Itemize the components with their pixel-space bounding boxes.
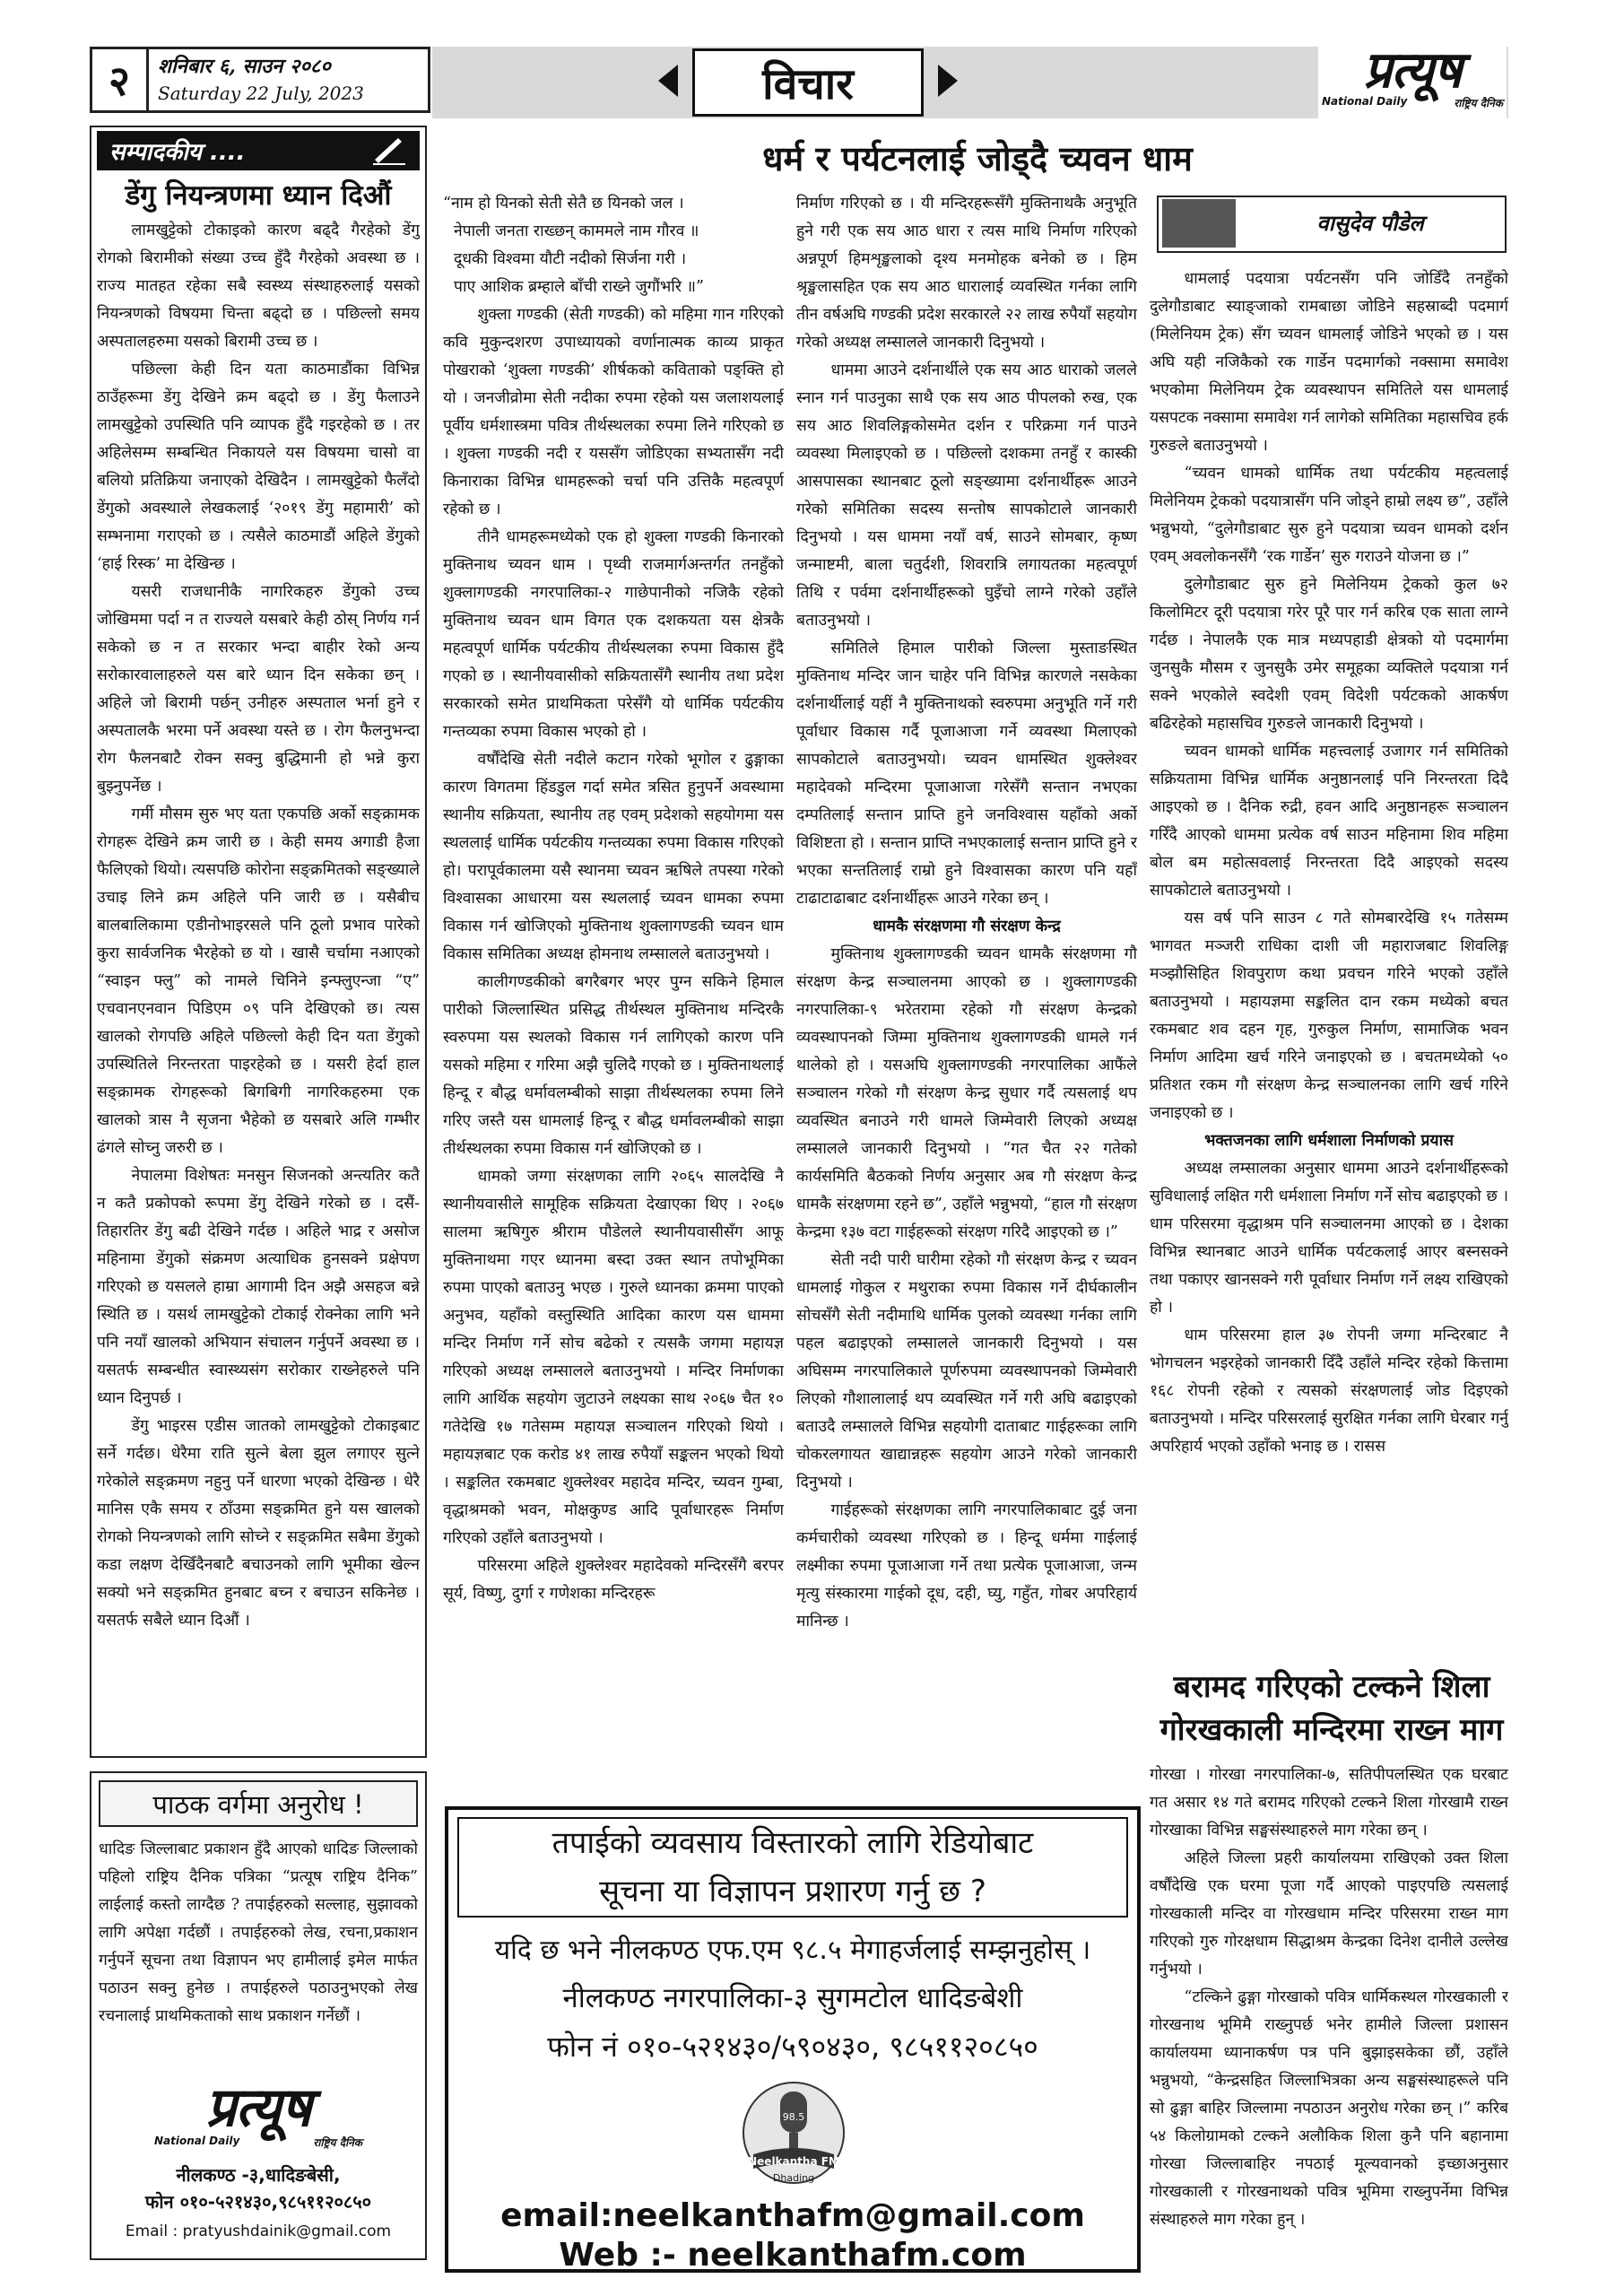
poem-line: पाए आशिक ब्रम्हाले बाँची राख्ने जुगौंभरि ॥” xyxy=(454,278,704,296)
reader-notice-title: पाठक वर्गमा अनुरोध ! xyxy=(99,1780,418,1827)
newspaper-logo-small xyxy=(151,2076,366,2158)
article-column-b xyxy=(796,190,1137,1754)
article-paragraph: दुलेगौडाबाट सुरु हुने मिलेनियम ट्रेकको कुल ७२ किलोमिटर दूरी पदयात्रा गरेर पूरै पार गर्न करिब एक साता लाग्ने गर्दछ । नेपालकै एक मात्र मध्यपहाडी क्षेत्रको यो पदमार्गमा जुनसुकै मौसम र जुनसुकै उमेर समूहका व्यक्तिले पदयात्रा गर्न सक्ने भएकोले स्वदेशी एवम् विदेशी पर्यटकको आकर्षण बढिरहेको महासचिव गुरुङले जानकारी दिनुभयो । xyxy=(1150,576,1508,733)
article-paragraph: वर्षौंदेखि सेती नदीले कटान गरेको भूगोल र ढुङ्गाका कारण विगतमा हिंडडुल गर्दा समेत त्रसित हुनुपर्ने अवस्थामा स्थानीय सक्रियता, स्थानीय तह एवम् प्रदेशको सहयोगमा यस स्थललाई धार्मिक पर्यटकीय गन्तव्यका रुपमा विकास गरिएको हो। परापूर्वकालमा यसै स्थानमा च्यवन ऋषिले तपस्या गरेको विश्वासका आधारमा यस स्थललाई च्यवन धामका रुपमा विकास गर्न खोजिएको मुक्तिनाथ शुक्लागण्डकी च्यवन धाम विकास समितिका अध्यक्ष होमनाथ लम्सालले बताउनुभयो । xyxy=(443,751,784,963)
date-nepali: शनिबार ६, साउन २०८० xyxy=(158,55,331,78)
logo-sub-en: National Daily xyxy=(1322,95,1408,108)
article-paragraph: धामको जग्गा संरक्षणका लागि २०६५ सालदेखि नै स्थानीयवासीले सामूहिक सक्रियता देखाएका थिए । २०६७ सालमा ऋषिगुरु श्रीराम पौडेलले स्थानीयवासीसँग आफू मुक्तिनाथमा गएर ध्यानमा बस्दा उक्त स्थान तपोभूमिका रुपमा पाएको बताउनु भएछ । गुरुले ध्यानका क्रममा पाएको अनुभव, यहाँको वस्तुस्थिति आदिका कारण यस धाममा मन्दिर निर्माण गर्ने सोच बढेको र त्यसकै जगमा महायज्ञ गरिएको अध्यक्ष लम्सालले बताउनुभयो । मन्दिर निर्माणका लागि आर्थिक सहयोग जुटाउने लक्ष्यका साथ २०६७ चैत १० गतेदेखि १७ गतेसम्म महायज्ञ सञ्चालन गरिएको थियो । महायज्ञबाट एक करोड ४१ लाख रुपैयाँ सङ्कलन भएको थियो । सङ्कलित रकमबाट शुक्लेश्वर महादेव मन्दिर, च्यवन गुम्बा, वृद्धाश्रमको भवन, मोक्षकुण्ड आदि पूर्वाधारहरू निर्माण गरिएको उहाँले बताउनुभयो । xyxy=(443,1168,784,1547)
arrow-right-icon xyxy=(938,65,958,97)
page-number: २ xyxy=(90,47,149,113)
story2-paragraph: गोरखा । गोरखा नगरपालिका-७, सतिपीपलस्थित एक घरबाट गत असार १४ गते बरामद गरिएको टल्कने शिला गोरखामै राख्न गोरखाका विभिन्न सङ्घसंस्थाहरुले माग गरेका छन् । xyxy=(1150,1766,1508,1839)
poem-line: नेपाली जनता राख्छन् काममले नाम गौरव ॥ xyxy=(454,222,699,240)
editorial-banner-label: सम्पादकीय .... xyxy=(109,139,246,166)
ad-website[interactable]: Web :- neelkanthafm.com xyxy=(559,2237,1027,2274)
ad-headline-line1: तपाईको व्यवसाय विस्तारको लागि रेडियोबाट xyxy=(551,1825,1034,1861)
article-paragraph: च्यवन धामको धार्मिक महत्त्वलाई उजागर गर्न समितिको सक्रियतामा विभिन्न धार्मिक अनुष्ठानलाई पनि निरन्तरता दिदै आइएको छ । दैनिक रुद्री, हवन आदि अनुष्ठानहरू सञ्चालन गरिँदै आएको धाममा प्रत्येक वर्ष साउन महिनामा शिव महिमा बोल बम महोत्सवलाई निरन्तरता दिदै आइएको सदस्य सापकोटाले बताउनुभयो । xyxy=(1150,743,1508,900)
section-title: विचार xyxy=(692,48,924,117)
editorial-paragraph: यसरी राजधानीकै नागरिकहरु डेंगुको उच्च जोखिममा पर्दा न त राज्यले यसबारे केही ठोस् निर्णय गर्न सकेको छ न त सरकार भन्दा बाहीर रेको अन्य सरोकारवालाहरुले यस बारे ध्यान दिन सकेका छन् । अहिले जो बिरामी पर्छन् उनीहरु अस्पताल भर्ना हुने र अस्पतालकै भरमा पर्ने अवस्था यस्ते छ । रोग फैलनुभन्दा रोग फैलनबाटै रोक्न सक्नु बुद्धिमानी हो भन्ने कुरा बुझ्नुपर्नेछ । xyxy=(97,583,420,796)
arrow-left-icon xyxy=(658,65,678,97)
poem-line: दूधकी विश्वमा यौटी नदीको सिर्जना गरी । xyxy=(454,250,687,268)
story2-paragraph: अहिले जिल्ला प्रहरी कार्यालयमा राखिएको उक्त शिला वर्षौंदेखि एक घरमा पूजा गर्दै आएको पाइएपछि त्यसलाई गोरखकाली मन्दिर वा गोरखधाम मन्दिर परिसरमा राख्न माग गरिएको गुरु गोरक्षधाम सिद्धाश्रम केन्द्रका दिनेश दानीले उल्लेख गर्नुभयो । xyxy=(1150,1849,1508,1979)
reader-notice-body xyxy=(99,1836,418,2069)
phone-line: फोन ०१०-५२१४३०,९८५११२०८५० xyxy=(144,2191,372,2213)
editorial-banner xyxy=(97,131,420,170)
story2-body xyxy=(1150,1761,1508,2291)
newspaper-logo xyxy=(1318,40,1507,120)
article-paragraph: निर्माण गरिएको छ । यी मन्दिरहरूसँगै मुक्तिनाथकै अनुभूति हुने गरी एक सय आठ धारा र त्यस माथि निर्माण गरिएको अन्नपूर्ण हिमशृङ्खलाको दृश्य मनमोहक बनेको छ । हिम श्रृङ्खलासहित एक सय आठ धारालाई व्यवस्थित गर्नका लागि तीन वर्षअघि गण्डकी प्रदेश सरकारले २२ लाख रुपैयाँ सहयोग गरेको अध्यक्ष लम्सालले जानकारी दिनुभयो । xyxy=(796,195,1137,352)
radio-logo-sub: Dhading xyxy=(772,2172,815,2184)
article-headline: धर्म र पर्यटनलाई जोड्दै च्यवन धाम xyxy=(762,139,1193,178)
reader-notice-email: Email : pratyushdainik@gmail.com xyxy=(125,2222,392,2240)
radio-logo-icon xyxy=(735,2079,852,2192)
editorial-title: डेंगु नियन्त्रणमा ध्यान दिऔं xyxy=(125,179,392,212)
article-paragraph: शुक्ला गण्डकी (सेती गण्डकी) को महिमा गान गरिएको कवि मुकुन्दशरण उपाध्यायको वर्णानात्मक काव्य प्राकृत पोखराको ‘शुक्ला गण्डकी’ शीर्षकको कविताको पङ्क्ति हो यो । जनजीव्रोमा सेती नदीका रुपमा रहेको यस जलाशयलाई पूर्वीय धर्मशास्त्रमा पवित्र तीर्थस्थलका रुपमा लिने गरिएको छ । शुक्ला गण्डकी नदी र यससँग जोडिएका सभ्यतासँग नदी किनाराका विभिन्न धामहरूको चर्चा पनि उत्तिकै महत्वपूर्ण रहेको छ । xyxy=(443,306,784,518)
article-paragraph: धाम परिसरमा हाल ३७ रोपनी जग्गा मन्दिरबाट नै भोगचलन भइरहेको जानकारी दिँदै उहाँले मन्दिर रहेको कित्तामा १६८ रोपनी रहेको र त्यसको संरक्षणलाई जोड दिइएको बताउनुभयो । मन्दिर परिसरलाई सुरक्षित गर्नका लागि घेरबार गर्नु अपरिहार्य भएको उहाँको भनाइ छ । रासस xyxy=(1150,1326,1508,1456)
article-paragraph: यस वर्ष पनि साउन ८ गते सोमबारदेखि १५ गतेसम्म भागवत मञ्जरी राधिका दाशी जी महाराजबाट शिवलिङ्ग मञ्झौसिहित शिवपुराण कथा प्रवचन गरिने भएको उहाँले बताउनुभयो । महायज्ञमा सङ्कलित दान रकम मध्येको बचत रकमबाट शव दहन गृह, गुरुकुल निर्माण, सामाजिक भवन निर्माण आदिमा खर्च गरिने जनाइएको छ । बचतमध्येको ५० प्रतिशत रकम गौ संरक्षण केन्द्र सञ्चालनका लागि खर्च गरिने जनाइएको छ । xyxy=(1150,909,1508,1122)
author-name: वासुदेव पौडेल xyxy=(1316,211,1424,236)
article-paragraph: समितिले हिमाल पारीको जिल्ला मुस्ताङस्थित मुक्तिनाथ मन्दिर जान चाहेर पनि विभिन्न कारणले नसकेका दर्शनार्थीलाई यहीं नै मुक्तिनाथको स्वरुपमा अनुभूति गर्ने गरी पूर्वाधार विकास गर्दै पूजाआजा गर्ने व्यवस्था मिलाएको सापकोटाले बताउनुभयो। च्यवन धामस्थित शुक्लेश्वर महादेवको मन्दिरमा पूजाआजा गरेसँगै सन्तान नभएका दम्पतिलाई सन्तान प्राप्ति हुने जनविश्वास यहाँको अर्को विशिष्टता हो । सन्तान प्राप्ति नभएकालाई सन्तान प्राप्ति हुने र भएका सन्ततिलाई राम्रो हुने विश्वासका कारण पनि यहाँ टाढाटाढाबाट दर्शनार्थीहरू आउने गरेका छन् । xyxy=(796,639,1137,908)
ad-headline-line2: सूचना या विज्ञापन प्रशारण गर्नु छ ? xyxy=(599,1874,986,1909)
logo-wordmark: प्रत्यूष xyxy=(1363,40,1462,100)
poem-line: “नाम हो यिनको सेती सेतै छ यिनको जल । xyxy=(443,195,684,213)
editorial-paragraph: डेंगु भाइरस एडीस जातको लामखुट्टेको टोकाइबाट सर्ने गर्दछ। धेरैमा राति सुत्ने बेला झुल लगाएर सुत्ने गरेकोले सङ्क्रमण नहुनु पर्ने धारणा भएको देखिन्छ । धेरै मानिस एकै समय र ठाँउमा सङ्क्रमित हुने यस खालको रोगको नियन्त्रणको लागि सोच्ने र सङ्क्रमित सबैमा डेंगुको कडा लक्षण देखिँदैनबाटै बचाउनको लागि भूमीका खेल्न सक्यो भने सङ्क्रमित हुनबाट बच्न र बचाउन सकिनेछ । यसतर्फ सबैले ध्यान दिऔं । xyxy=(97,1417,420,1630)
story2-headline-line1: बरामद गरिएको टल्कने शिला xyxy=(1173,1669,1490,1705)
logo-sub-np: राष्ट्रिय दैनिक xyxy=(1454,97,1503,109)
article-paragraph: सेती नदी पारी घारीमा रहेको गौ संरक्षण केन्द्र र च्यवन धामलाई गोकुल र मथुराका रुपमा विकास गर्ने दीर्घकालीन सोचसँगै सेती नदीमाथि धार्मिक पुलको व्यवस्था गर्नका लागि पहल बढाइएको लम्सालले जानकारी दिनुभयो । यस अघिसम्म नगरपालिकाले पूर्णरुपमा व्यवस्थापनको जिम्मेवारी लिएको गौशालालाई थप व्यवस्थित गर्ने गरी अघि बढाइएको बताउदै लम्सालले विभिन्न सहयोगी दाताबाट गाईहरूका लागि चोकरलगायत खाद्यान्नहरू सहयोग आउने गरेको जानकारी दिनुभयो । xyxy=(796,1251,1137,1492)
story2-headline-line2: गोरखकाली मन्दिरमा राख्न माग xyxy=(1159,1712,1504,1748)
logo-wordmark: प्रत्यूष xyxy=(205,2076,311,2139)
article-paragraph: अध्यक्ष लम्सालका अनुसार धाममा आउने दर्शनार्थीहरूको सुविधालाई लक्षित गरी धर्मशाला निर्माण गर्ने सोच बढाइएको छ । धाम परिसरमा वृद्धाश्रम पनि सञ्चालनमा आएको छ । देशका विभिन्न स्थानबाट आउने धार्मिक पर्यटकलाई आएर बस्नसक्ने तथा पकाएर खानसक्ने गरी पूर्वाधार निर्माण गर्ने लक्ष्य राखिएको हो । xyxy=(1150,1160,1508,1317)
article-subheading: भक्तजनका लागि धर्मशाला निर्माणको प्रयास xyxy=(1204,1132,1454,1150)
article-paragraph: धाममा आउने दर्शनार्थीले एक सय आठ धाराको जलले स्नान गर्न पाउनुका साथै एक सय आठ पीपलको रुख, एक सय आठ शिवलिङ्गकोसमेत दर्शन र परिक्रमा गर्न पाउने व्यवस्था मिलाइएको छ । पछिल्लो दशकमा तनहुँ र कास्की आसपासका स्थानबाट ठूलो सङ्ख्यामा दर्शनार्थीहरू आउने गरेको समितिका सदस्य सन्तोष सापकोटाले जानकारी दिनुभयो । यस धाममा नयाँ वर्ष, साउने सोमबार, कृष्ण जन्माष्टमी, बाला चतुर्दशी, शिवरात्रि लगायतका महत्वपूर्ण तिथि र पर्वमा दर्शनार्थीहरूको घुइँचो लाग्ने गरेको उहाँले बताउनुभयो । xyxy=(796,361,1137,630)
article-column-a xyxy=(443,190,784,1754)
ad-text-line2: नीलकण्ठ नगरपालिका-३ सुगमटोल धादिङबेशी xyxy=(562,1982,1023,2014)
address-line: नीलकण्ठ -३,धादिङबेसी, xyxy=(176,2164,341,2186)
radio-logo-name: Neelkantha FM xyxy=(748,2155,839,2168)
article-paragraph: कालीगण्डकीको बगरैबगर भएर पुग्न सकिने हिमाल पारीको जिल्लास्थित प्रसिद्ध तीर्थस्थल मुक्तिनाथ मन्दिरकै स्वरुपमा यस स्थलको विकास गर्न लागिएको कारण पनि यसको महिमा र गरिमा अझै चुलिदै गएको छ । मुक्तिनाथलाई हिन्दू र बौद्ध धर्मावलम्बीको साझा तीर्थस्थलका रुपमा लिने गरिए जस्तै यस धामलाई हिन्दू र बौद्ध धर्मावलम्बीको साझा तीर्थस्थलका रुपमा विकास गर्न खोजिएको छ । xyxy=(443,973,784,1158)
ad-headline-box xyxy=(457,1817,1128,1918)
logo-sub-np: राष्ट्रिय दैनिक xyxy=(313,2136,362,2149)
editorial-paragraph: नेपालमा विशेषतः मनसुन सिजनको अन्त्यतिर कतै न कतै प्रकोपको रूपमा डेंगु देखिने गरेको छ । दसैं-तिहारतिर डेंगु बढी देखिने गर्दछ । अहिले भाद्र र असोज महिनामा डेंगुको संक्रमण अत्याधिक हुनसक्ने प्रक्षेपण गरिएको छ यसलले हाम्रा आगामी दिन अझै असहज बन्ने स्थिति छ । यसर्थ लामखुट्टेको टोकाई रोक्नेका लागि भने पनि नयाँ खालको अभियान संचालन गर्नुपर्ने अवस्था छ । यसतर्फ सम्बन्धीत स्वास्थ्यसंग सरोकार राख्नेहरुले पनि ध्यान दिनुपर्छ । xyxy=(97,1167,420,1407)
article-column-c xyxy=(1150,265,1508,1647)
ad-phone: फोन नं ०१०-५२१४३०/५९०४३०, ९८५११२०८५० xyxy=(547,2030,1038,2064)
article-subheading: धामकै संरक्षणमा गौ संरक्षण केन्द्र xyxy=(873,918,1061,935)
article-paragraph: तीनै धामहरूमध्येको एक हो शुक्ला गण्डकी किनारको मुक्तिनाथ च्यवन धाम । पृथ्वी राजमार्गअन्तर्गत तनहुँको शुक्लागण्डकी नगरपालिका-२ गाछेपानीको नजिकै रहेको मुक्तिनाथ च्यवन धाम विगत एक दशकयता यस क्षेत्रकै महत्वपूर्ण धार्मिक पर्यटकीय तीर्थस्थलका रुपमा विकास हुँदै गएको छ । स्थानीयवासीको सक्रियतासँगै स्थानीय तथा प्रदेश सरकारको समेत प्राथमिकता परेसँगै यो धार्मिक पर्यटकीय गन्तव्यका रुपमा विकास भएको हो । xyxy=(443,528,784,741)
editorial-paragraph: गर्मी मौसम सुरु भए यता एकपछि अर्को सङ्क्रामक रोगहरू देखिने क्रम जारी छ । केही समय अगाडी हैजा फैलिएको थियो। त्यसपछि कोरोना सङ्क्रमितको सङ्ख्याले उचाइ लिने क्रम अहिले पनि जारी छ । यसैबीच बालबालिकामा एडीनोभाइरसले पनि ठूलो प्रभाव पारेको कुरा सार्वजनिक भैरहेको छ यो । खासै चर्चामा नआएको “स्वाइन फ्लु” को नामले चिनिने इन्फ्लुएन्जा “ए” एचवानएनवान पिडिएम ०९ पनि देखिएको छ। त्यस खालको रोगपछि अहिले पछिल्लो केही दिन यता डेंगुको उपस्थितिले निरन्तरता पाइरहेको छ । यसरी हेर्दा हाल सङ्क्रामक रोगहरूको बिगबिगी नागरिकहरुमा एक खालको त्रास नै सृजना भैहेको छ यसबारे अलि गम्भीर ढंगले सोच्नु जरुरी छ । xyxy=(97,805,420,1157)
pen-icon xyxy=(371,135,407,165)
article-paragraph: मुक्तिनाथ शुक्लागण्डकी च्यवन धामकै संरक्षणमा गौ संरक्षण केन्द्र सञ्चालनमा आएको छ । शुक्लागण्डकी नगरपालिका-९ भरेतरामा रहेको गौ संरक्षण केन्द्रको व्यवस्थापनको जिम्मा मुक्तिनाथ शुक्लागण्डकी धामले गर्न थालेको हो । यसअघि शुक्लागण्डकी नगरपालिका आफैंले सञ्चालन गरेको गौ संरक्षण केन्द्र सुधार गर्दै त्यसलाई थप व्यवस्थित बनाउने गरी धामले जिम्मेवारी लिएको अध्यक्ष लम्सालले जानकारी दिनुभयो । “गत चैत २२ गतेको कार्यसमिति बैठकको निर्णय अनुसार अब गौ संरक्षण केन्द्र धामकै संरक्षणमा रहने छ”, उहाँले भन्नुभयो, “हाल गौ संरक्षण केन्द्रमा १३७ वटा गाईहरूको संरक्षण गरिदै आइएको छ ।” xyxy=(796,945,1137,1241)
story2-paragraph: “टल्किने ढुङ्गा गोरखाको पवित्र धार्मिकस्थल गोरखकाली र गोरखनाथ भूमिमै राख्नुपर्छ भनेर हामीले जिल्ला प्रशासन कार्यालयमा ध्यानाकर्षण पत्र पनि बुझाइसकेका छौं, उहाँले भन्नुभयो, “केन्द्रसहित जिल्लाभित्रका अन्य सङ्घसंस्थाहरूले पनि सो ढुङ्गा बाहिर जिल्लामा नपठाउन अनुरोध गरेका छन् ।” करिब ५४ किलोग्रामको टल्कने अलौकिक शिला कुनै पनि बहानामा गोरखा जिल्लाबाहिर नपठाई मूल्यवानको इच्छाअनुसार गोरखकाली र गोरखनाथको पवित्र भूमिमा राख्नुपर्नेमा विभिन्न संस्थाहरुले माग गरेका हुन् । xyxy=(1150,1988,1508,2229)
reader-notice-address xyxy=(99,2161,418,2215)
logo-sub-en: National Daily xyxy=(154,2135,240,2147)
ad-email[interactable]: email:neelkanthafm@gmail.com xyxy=(500,2197,1085,2234)
article-paragraph: गाईहरूको संरक्षणका लागि नगरपालिकाबाट दुई जना कर्मचारीको व्यवस्था गरिएको छ । हिन्दू धर्ममा गाईलाई लक्ष्मीका रुपमा पूजाआजा गर्ने तथा प्रत्येक पूजाआजा, जन्म मृत्यु संस्कारमा गाईको दूध, दही, घ्यु, गहुँत, गोबर अपरिहार्य मानिन्छ । xyxy=(796,1501,1137,1631)
editorial-paragraph: पछिल्ला केही दिन यता काठमाडौंका विभिन्न ठाउँहरूमा डेंगु देखिने क्रम बढ्दो छ । डेंगु फैलाउने लामखुट्टेको उपस्थिति पनि व्यापक हुँदै गइरहेको छ । तर अहिलेसम्म सम्बन्धित निकायले यस विषयमा चासो वा बलियो प्रतिक्रिया जनाएको देखिदैन । लामखुट्टेको फैलँदो डेंगुको अवस्थाले लेखकलाई ‘२०१९ डेंगु महामारी’ को सम्भनामा गराएको छ । त्यसैले काठमाडौं अहिले डेंगुको ‘हाई रिस्क’ मा देखिन्छ । xyxy=(97,361,420,573)
article-paragraph: परिसरमा अहिले शुक्लेश्वर महादेवको मन्दिरसँगै बरपर सूर्य, विष्णु, दुर्गा र गणेशका मन्दिरहरू xyxy=(443,1557,784,1603)
editorial-paragraph: लामखुट्टेको टोकाइको कारण बढ्दै गैरहेको डेंगु रोगको बिरामीको संख्या उच्च हुँदै गैरहेको अवस्था छ । राज्य मातहत रहेका सबै स्वस्थ्य संस्थाहरुलाई यसको नियन्त्रणको विषयमा चिन्ता बढ्दो छ । पछिल्लो समय अस्पतालहरुमा यसको बिरामी उच्च छ । xyxy=(97,222,420,351)
article-paragraph: धामलाई पदयात्रा पर्यटनसँग पनि जोडिँदै तनहुँको दुलेगौडाबाट स्याङ्जाको रामबाछा जोडिने सहस्राब्दी पदमार्ग (मिलेनियम ट्रेक) सँग च्यवन धामलाई जोडिने भएको छ । यस अघि यही नजिकैको रक गार्डेन पदमार्गको नक्सामा समावेश भएकोमा मिलेनियम ट्रेक व्यवस्थापन समितिले यस धामलाई यसपटक नक्सामा समावेश गर्न लागेको समितिका महासचिव हर्क गुरुङले बताउनुभयो । xyxy=(1150,270,1508,455)
reader-notice-paragraph: धादिङ जिल्लाबाट प्रकाशन हुँदै आएको धादिङ जिल्लाको पहिलो राष्ट्रिय दैनिक पत्रिका “प्रत्यूष राष्ट्रिय दैनिक” लाईलाई कस्तो लाग्दैछ ? तपाईहरुको सल्लाह, सुझावको लागि अपेक्षा गर्दछौं । तपाईहरुको लेख, रचना,प्रकाशन गर्नुपर्ने सूचना तथा विज्ञापन भए हामीलाई इमेल मार्फत पठाउन सक्नु हुनेछ । तपाईहरुले पठाउनुभएको लेख रचनालाई प्राथमिकताको साथ प्रकाशन गर्नेछौं । xyxy=(99,1840,418,2025)
article-paragraph: “च्यवन धामको धार्मिक तथा पर्यटकीय महत्वलाई मिलेनियम ट्रेकको पदयात्रासँग पनि जोड्ने हाम्रो लक्ष्य छ”, उहाँले भन्नुभयो, “दुलेगौडाबाट सुरु हुने पदयात्रा च्यवन धामको दर्शन एवम् अवलोकनसँगै ‘रक गार्डेन’ सुरु गराउने योजना छ ।” xyxy=(1150,465,1508,566)
date-english: Saturday 22 July, 2023 xyxy=(158,83,364,104)
editorial-body xyxy=(97,217,420,1751)
ad-text-line1: यदि छ भने नीलकण्ठ एफ.एम ९८.५ मेगाहर्जलाई सम्झनुहोस् । xyxy=(494,1935,1091,1966)
author-photo xyxy=(1162,199,1236,248)
radio-logo-frequency: 98.5 xyxy=(782,2111,805,2123)
